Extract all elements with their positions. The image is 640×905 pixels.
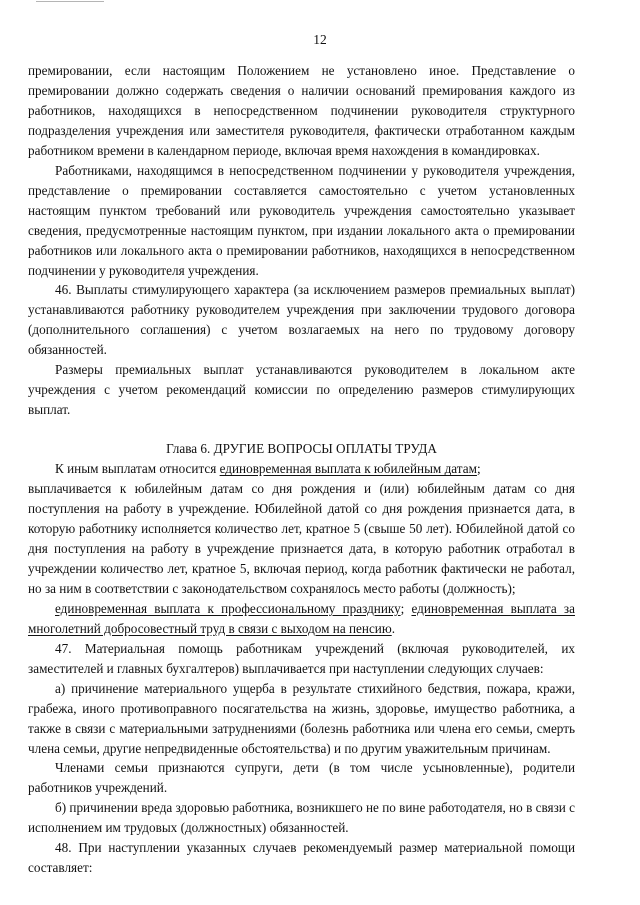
paragraph-item-47: 47. Материальная помощь работникам учреждений (включая руководителей, их заместителей и главных бухгалтеров) выплачивается при наступлении следующих случаев: <box>28 640 575 676</box>
payments-end: . <box>391 620 396 636</box>
paragraph-case-a: а) причинение материального ущерба в результате стихийного бедствия, пожара, кражи, грабежа, иного противоправного посягательства на жизнь, здоровье, имущество работника, а также в связи с материальными затруднениями (болезнь работника или члена его семьи, смерть члена семьи, другие непредвиденные обстоятельства) и по другим уважительным причинам. <box>28 680 575 756</box>
paragraph-premium-sizes: Размеры премиальных выплат устанавливаются руководителем в локальном акте учреждения с учетом рекомендаций комиссии по определению размеров стимулирующих выплат. <box>28 362 575 418</box>
paragraph-direct-subordinates: Работниками, находящимся в непосредственном подчинении у руководителя учреждения, представление о премировании составляется самостоятельно с учетом установленных настоящим пунктом требований или руководитель учреждения самостоятельно указывает сведения, предусмотренные настоящим пунктом, при издании локального акта о премировании работников или локального акта о премировании работников, находящихся в непосредственном подчинении у руководителя учреждения. <box>28 162 575 278</box>
paragraph-item-48: 48. При наступлении указанных случаев рекомендуемый размер материальной помощи составляет: <box>28 840 575 876</box>
intro-text: К иным выплатам относится <box>55 461 220 477</box>
paragraph-family-members: Членами семьи признаются супруги, дети (в том числе усыновленные), родители работников учреждений. <box>28 760 575 796</box>
document-body <box>28 61 575 878</box>
paragraph-premium-submission: премировании, если настоящим Положением не установлено иное. Представление о премировании должно содержать сведения о наличии оснований премирования каждого из работников, находящихся в непосредственном подчинении руководителя структурного подразделения учреждения или заместителя руководителя, фактически отработанном каждым работником времени в календарном периоде, включая время нахождения в командировках. <box>28 63 575 158</box>
paragraph-other-payments <box>28 599 575 639</box>
paragraph-case-b: б) причинении вреда здоровью работника, возникшего не по вине работодателя, но в связи с исполнением им трудовых (должностных) обязанностей. <box>28 800 575 836</box>
payments-separator: ; <box>400 600 412 616</box>
jubilee-payment-term: единовременная выплата к юбилейным датам <box>219 461 477 477</box>
paragraph-jubilee-dates: выплачивается к юбилейным датам со дня рождения и (или) юбилейным датам со дня поступления на работу в учреждение. Юбилейной датой со дня рождения признается дата, в которую работнику исполняется количество лет, кратное 5 (свыше 50 лет). Юбилейной датой со дня поступления на работу в учреждение признается дата, в которую работник отработал в учреждении количество лет, кратное 5, включая период, когда работник фактически не работал, но за ним в соответствии с законодательством сохранялось место работы (должность); <box>28 481 575 596</box>
paragraph-item-46: 46. Выплаты стимулирующего характера (за исключением размеров премиальных выплат) устанавливаются работнику руководителем учреждения при заключении трудового договора (дополнительного соглашения) с учетом возлагаемых на него по трудовому договору обязанностей. <box>28 282 575 358</box>
holiday-payment-term: единовременная выплата к профессиональному празднику <box>55 600 401 616</box>
pension-payment-term: единовременная выплата за многолетний добросовестный труд в связи с выходом на пенсию <box>28 600 575 636</box>
paragraph-chapter-intro <box>28 459 575 479</box>
scan-edge-mark <box>36 1 104 2</box>
chapter-title: Глава 6. ДРУГИЕ ВОПРОСЫ ОПЛАТЫ ТРУДА <box>166 441 437 457</box>
page-number: 12 <box>313 32 327 47</box>
intro-end: ; <box>476 461 481 477</box>
